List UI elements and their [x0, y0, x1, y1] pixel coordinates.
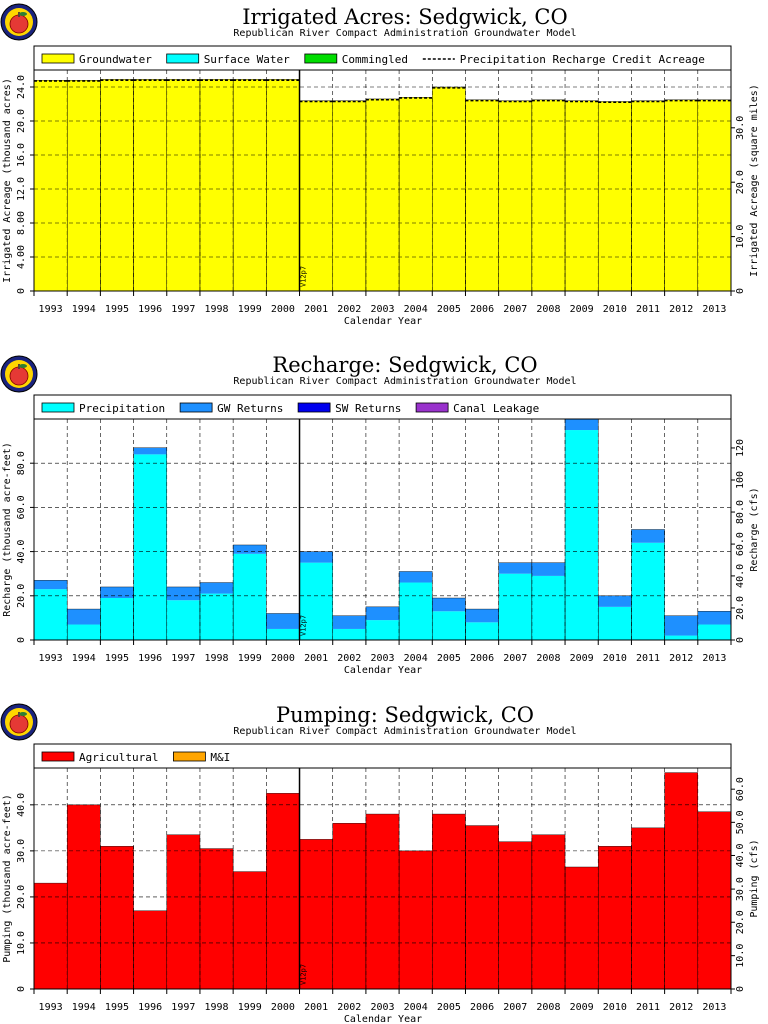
x-axis — [34, 640, 731, 676]
apple-leaf — [19, 712, 27, 716]
bar-1993-1 — [34, 589, 67, 640]
x-tick-label: 2006 — [470, 1002, 495, 1013]
y-right-axis-label: Recharge (cfs) — [749, 487, 760, 572]
apple-body — [10, 15, 28, 33]
legend-label-1: Agricultural — [79, 751, 159, 764]
x-axis — [34, 989, 731, 1024]
bar-2006-1 — [465, 826, 498, 989]
legend-label-line: Precipitation Recharge Credit Acreage — [459, 53, 705, 66]
x-tick-label: 1996 — [138, 653, 163, 664]
x-axis-label: Calendar Year — [343, 316, 423, 327]
bar-2006-1 — [465, 622, 498, 640]
bar-2004-1 — [399, 97, 432, 291]
bar-2007-1 — [499, 842, 532, 989]
apple-leaf — [19, 12, 27, 16]
y-right-tick-label: 20.0 — [735, 170, 746, 195]
bar-1996-1 — [134, 454, 167, 640]
x-tick-label: 2008 — [536, 653, 561, 664]
x-tick-label: 2009 — [569, 653, 594, 664]
x-tick-label: 2004 — [403, 1002, 428, 1013]
bar-2003-1 — [366, 99, 399, 291]
bar-1998-1 — [200, 849, 233, 989]
chart-subtitle: Republican River Compact Administration Groundwater Model — [233, 376, 577, 387]
x-tick-label: 2000 — [270, 1002, 295, 1013]
y-right-tick-label: 50.0 — [735, 810, 746, 835]
x-tick-label: 1994 — [71, 653, 96, 664]
bar-2005-1 — [432, 611, 465, 640]
version-marker-label: V12p7 — [299, 614, 308, 636]
bar-2000-1 — [266, 793, 299, 989]
bar-2002-1 — [333, 629, 366, 640]
y-right-tick-label: 0 — [735, 985, 746, 993]
y-tick-label: 20.0 — [16, 108, 27, 134]
x-tick-label: 2013 — [702, 304, 727, 315]
bar-2011-1 — [631, 101, 664, 291]
x-tick-label: 1995 — [104, 653, 130, 664]
legend-label-4: Canal Leakage — [453, 402, 540, 415]
bar-2011-1 — [631, 828, 664, 989]
legend-swatch-1 — [42, 54, 74, 63]
x-axis-label: Calendar Year — [343, 1014, 423, 1024]
x-tick-label: 2010 — [602, 1002, 627, 1013]
bar-1995-1 — [100, 79, 133, 291]
x-tick-label: 1996 — [138, 1002, 163, 1013]
bar-2004-1 — [399, 851, 432, 989]
x-tick-label: 1998 — [204, 304, 229, 315]
x-tick-label: 1994 — [71, 304, 96, 315]
chart-subtitle: Republican River Compact Administration Groundwater Model — [233, 28, 577, 39]
bar-1999-1 — [233, 554, 266, 640]
y-tick-label: 30.0 — [16, 838, 27, 863]
bar-1993-1 — [34, 80, 67, 291]
bar-1997-1 — [167, 79, 200, 291]
y-tick-label: 60.0 — [16, 495, 27, 520]
legend-label-2: M&I — [210, 751, 231, 764]
x-tick-label: 1997 — [171, 304, 196, 315]
y-tick-label: 20.0 — [16, 884, 27, 909]
legend-swatch-3 — [305, 54, 337, 63]
x-tick-label: 2007 — [503, 304, 528, 315]
bar-2003-2 — [366, 607, 399, 620]
y-tick-label: 12.0 — [16, 176, 27, 202]
x-tick-label: 2002 — [337, 1002, 362, 1013]
y-right-tick-label: 60.0 — [735, 532, 746, 557]
y-tick-label: 16.0 — [16, 142, 27, 168]
x-tick-label: 1997 — [171, 1002, 196, 1013]
legend — [42, 53, 705, 66]
y-tick-label: 10.0 — [16, 930, 27, 956]
x-tick-label: 1993 — [38, 1002, 63, 1013]
x-tick-label: 2012 — [669, 1002, 694, 1013]
bar-2009-1 — [565, 430, 598, 640]
chart-title: Pumping: Sedgwick, CO — [276, 703, 534, 727]
bar-1993-2 — [34, 580, 67, 589]
y-right-tick-label: 0 — [735, 636, 746, 644]
bar-2012-1 — [665, 636, 698, 640]
y-right-axis-label: Irrigated Acreage (square miles) — [749, 84, 760, 277]
x-tick-label: 1994 — [71, 1002, 96, 1013]
x-tick-label: 2007 — [503, 1002, 528, 1013]
x-tick-label: 2009 — [569, 304, 594, 315]
bar-2000-2 — [266, 613, 299, 628]
bar-1996-1 — [134, 79, 167, 291]
x-tick-label: 1995 — [104, 304, 130, 315]
bar-2011-1 — [631, 543, 664, 640]
legend-swatch-2 — [173, 752, 205, 761]
y-right-tick-label: 100 — [735, 470, 746, 490]
bar-1994-2 — [67, 609, 100, 624]
y-axis-left — [2, 442, 34, 643]
x-axis-label: Calendar Year — [343, 665, 423, 676]
bar-2007-2 — [499, 563, 532, 574]
bar-2006-1 — [465, 100, 498, 291]
bar-2002-2 — [333, 616, 366, 629]
bar-2012-2 — [665, 616, 698, 636]
bar-2013-1 — [698, 625, 731, 640]
x-tick-label: 2010 — [602, 304, 627, 315]
bar-2010-1 — [598, 846, 631, 989]
bar-2010-1 — [598, 101, 631, 291]
x-tick-label: 2006 — [470, 304, 495, 315]
x-tick-label: 2013 — [702, 653, 727, 664]
legend-swatch-4 — [416, 403, 448, 412]
x-tick-label: 2000 — [270, 304, 295, 315]
y-tick-label: 24.0 — [16, 74, 27, 100]
x-tick-label: 2001 — [304, 1002, 329, 1013]
x-tick-label: 2003 — [370, 653, 395, 664]
y-right-axis-label: Pumping (cfs) — [749, 839, 760, 918]
bar-2008-1 — [532, 100, 565, 291]
legend-swatch-1 — [42, 403, 74, 412]
bar-1994-1 — [67, 80, 100, 291]
bar-2013-2 — [698, 611, 731, 624]
x-tick-label: 1999 — [237, 653, 262, 664]
y-tick-label: 20.0 — [16, 583, 27, 608]
y-tick-label: 40.0 — [16, 539, 27, 564]
x-tick-label: 2003 — [370, 304, 395, 315]
x-tick-label: 2009 — [569, 1002, 594, 1013]
bar-1998-1 — [200, 594, 233, 640]
x-axis — [34, 291, 731, 327]
y-tick-label: 8.00 — [16, 210, 27, 236]
apple-body — [10, 715, 28, 733]
x-tick-label: 2006 — [470, 653, 495, 664]
bar-1998-1 — [200, 79, 233, 291]
x-tick-label: 2003 — [370, 1002, 395, 1013]
bar-2007-1 — [499, 101, 532, 291]
legend-label-1: Precipitation — [79, 402, 166, 415]
chart-panel-2 — [1, 353, 760, 676]
chart-title: Irrigated Acres: Sedgwick, CO — [242, 5, 568, 29]
apple-logo-icon — [1, 356, 37, 392]
legend-label-3: Commingled — [341, 53, 409, 66]
y-tick-label: 0 — [16, 636, 27, 644]
x-tick-label: 2008 — [536, 1002, 561, 1013]
bar-2007-1 — [499, 574, 532, 640]
legend-swatch-3 — [298, 403, 330, 412]
y-axis-left — [2, 75, 34, 294]
bar-1995-1 — [100, 846, 133, 989]
apple-body — [10, 367, 28, 385]
bar-2009-2 — [565, 419, 598, 430]
bar-1998-2 — [200, 583, 233, 594]
bar-2002-1 — [333, 823, 366, 989]
bar-1997-1 — [167, 600, 200, 640]
chart-panel-1 — [1, 4, 760, 327]
bar-2005-1 — [432, 814, 465, 989]
bar-2006-2 — [465, 609, 498, 622]
bar-1999-1 — [233, 79, 266, 291]
y-tick-label: 0 — [16, 287, 27, 295]
apple-logo-icon — [1, 4, 37, 40]
y-tick-label: 4.00 — [16, 244, 27, 270]
x-tick-label: 2010 — [602, 653, 627, 664]
y-right-tick-label: 20.0 — [735, 910, 746, 935]
x-tick-label: 1998 — [204, 653, 229, 664]
bar-2009-1 — [565, 101, 598, 291]
y-axis-left — [2, 793, 34, 992]
y-axis-label: Pumping (thousand acre-feet) — [2, 794, 13, 963]
bar-1993-1 — [34, 883, 67, 989]
y-right-tick-label: 10.0 — [735, 224, 746, 249]
bar-1997-1 — [167, 835, 200, 989]
x-tick-label: 2005 — [436, 653, 461, 664]
bar-2013-1 — [698, 812, 731, 989]
bar-2001-1 — [300, 101, 333, 291]
y-right-tick-label: 40.0 — [735, 563, 746, 588]
y-right-tick-label: 30.0 — [735, 877, 746, 902]
bar-2010-1 — [598, 607, 631, 640]
legend-label-2: Surface Water — [203, 53, 290, 66]
bar-2004-2 — [399, 571, 432, 582]
bar-2005-2 — [432, 598, 465, 611]
legend-label-3: SW Returns — [335, 402, 402, 415]
x-tick-label: 2004 — [403, 304, 428, 315]
x-tick-label: 1996 — [138, 304, 163, 315]
x-tick-label: 2001 — [304, 304, 329, 315]
version-marker-label: V12p7 — [299, 265, 308, 287]
y-tick-label: 0 — [16, 985, 27, 993]
bar-2001-2 — [300, 552, 333, 563]
y-right-tick-label: 80.0 — [735, 499, 746, 525]
bar-2000-1 — [266, 629, 299, 640]
x-tick-label: 2000 — [270, 653, 295, 664]
bar-2008-1 — [532, 576, 565, 640]
bar-2003-1 — [366, 620, 399, 640]
x-tick-label: 2011 — [635, 1002, 661, 1013]
x-tick-label: 2011 — [635, 653, 661, 664]
legend-swatch-1 — [42, 752, 74, 761]
x-tick-label: 2012 — [669, 653, 694, 664]
bar-1999-2 — [233, 545, 266, 554]
version-marker-label: V12p7 — [299, 963, 308, 985]
bar-1995-2 — [100, 587, 133, 598]
bar-1996-2 — [134, 448, 167, 455]
bar-2011-2 — [631, 530, 664, 543]
y-right-tick-label: 0 — [735, 287, 746, 295]
x-tick-label: 2012 — [669, 304, 694, 315]
bar-2009-1 — [565, 867, 598, 989]
x-tick-label: 1993 — [38, 304, 63, 315]
bar-2004-1 — [399, 583, 432, 640]
y-axis-right — [731, 84, 760, 294]
y-axis-right — [731, 439, 760, 643]
bar-1995-1 — [100, 598, 133, 640]
x-tick-label: 1998 — [204, 1002, 229, 1013]
bar-1997-2 — [167, 587, 200, 600]
bar-1996-1 — [134, 911, 167, 989]
legend-swatch-2 — [180, 403, 212, 412]
bar-1999-1 — [233, 872, 266, 989]
legend-label-2: GW Returns — [217, 402, 284, 415]
y-axis-right — [731, 777, 760, 992]
bar-1994-1 — [67, 625, 100, 640]
chart-subtitle: Republican River Compact Administration Groundwater Model — [233, 726, 577, 737]
x-tick-label: 2005 — [436, 304, 461, 315]
bars — [34, 79, 731, 291]
y-axis-label: Irrigated Acreage (thousand acres) — [2, 78, 13, 283]
y-right-tick-label: 120 — [735, 438, 746, 457]
x-tick-label: 2001 — [304, 653, 329, 664]
chart-title: Recharge: Sedgwick, CO — [272, 353, 538, 377]
legend-swatch-2 — [167, 54, 199, 63]
x-tick-label: 1993 — [38, 653, 63, 664]
x-tick-label: 2007 — [503, 653, 528, 664]
bar-2002-1 — [333, 101, 366, 291]
x-tick-label: 2002 — [337, 653, 362, 664]
bar-2012-1 — [665, 100, 698, 291]
bar-2000-1 — [266, 79, 299, 291]
bar-2013-1 — [698, 100, 731, 291]
x-tick-label: 1995 — [104, 1002, 130, 1013]
y-tick-label: 40.0 — [16, 792, 27, 817]
legend-label-1: Groundwater — [79, 53, 152, 66]
y-right-tick-label: 40.0 — [735, 843, 746, 868]
x-tick-label: 2011 — [635, 304, 661, 315]
bar-2008-1 — [532, 835, 565, 989]
x-tick-label: 2005 — [436, 1002, 461, 1013]
bar-2010-2 — [598, 596, 631, 607]
bar-2003-1 — [366, 814, 399, 989]
y-tick-label: 80.0 — [16, 451, 27, 476]
x-tick-label: 2002 — [337, 304, 362, 315]
x-tick-label: 1999 — [237, 304, 262, 315]
y-right-tick-label: 10.0 — [735, 943, 746, 968]
x-tick-label: 2004 — [403, 653, 428, 664]
y-right-tick-label: 60.0 — [735, 777, 746, 802]
x-tick-label: 2013 — [702, 1002, 727, 1013]
x-tick-label: 2008 — [536, 304, 561, 315]
y-axis-label: Recharge (thousand acre-feet) — [2, 442, 13, 617]
x-tick-label: 1997 — [171, 653, 196, 664]
y-right-tick-label: 30.0 — [735, 115, 746, 140]
y-right-tick-label: 20.0 — [735, 595, 746, 621]
x-tick-label: 1999 — [237, 1002, 262, 1013]
apple-logo-icon — [1, 704, 37, 740]
chart-panel-3 — [1, 703, 760, 1024]
bar-2008-2 — [532, 563, 565, 576]
apple-leaf — [19, 364, 27, 368]
